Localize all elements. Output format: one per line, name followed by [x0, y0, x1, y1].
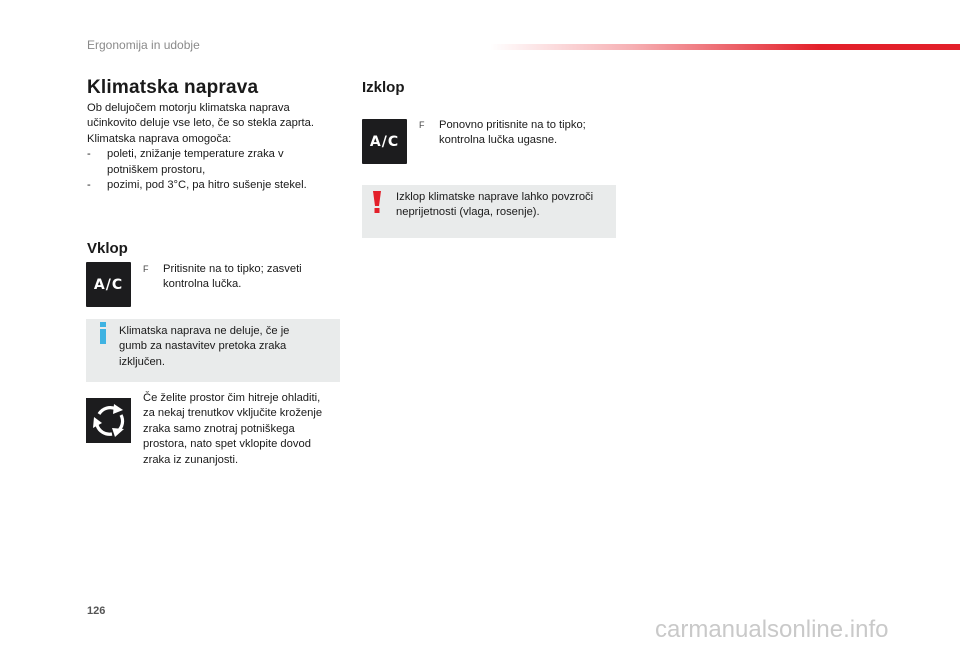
list-dash: - — [87, 179, 91, 192]
info-note-box — [86, 319, 340, 382]
list-item-text: poleti, znižanje temperature zraka v — [107, 148, 284, 161]
bullet-icon: F — [419, 120, 425, 130]
bullet-icon: F — [143, 264, 149, 274]
instruction-line: kontrolna lučka ugasne. — [439, 134, 558, 147]
watermark: carmanualsonline.info — [655, 616, 889, 643]
header-accent-bar — [490, 44, 960, 50]
vklop-instruction — [143, 262, 343, 293]
warning-note-text — [396, 190, 611, 221]
warning-note-box — [362, 185, 616, 238]
recirculation-line: za nekaj trenutkov vključite kroženje — [143, 407, 323, 420]
air-recirculation-icon — [90, 402, 128, 440]
info-icon — [97, 321, 109, 352]
info-line: Klimatska naprava ne deluje, če je — [119, 325, 290, 337]
warning-line: neprijetnosti (vlaga, rosenje). — [396, 206, 540, 219]
recirculation-paragraph — [143, 391, 343, 468]
ac-button-image: A/C — [86, 262, 131, 307]
list-item — [87, 178, 347, 193]
list-dash: - — [87, 148, 91, 161]
intro-paragraph — [87, 101, 347, 193]
intro-line: Ob delujočem motorju klimatska naprava — [87, 102, 290, 114]
page-number: 126 — [87, 605, 106, 617]
recirculation-line: Če želite prostor čim hitreje ohladiti, — [143, 392, 321, 404]
info-line: gumb za nastavitev pretoka zraka — [119, 340, 287, 353]
recirculation-line: zraka iz zunanjosti. — [143, 453, 239, 466]
ac-button-image: A/C — [362, 119, 407, 164]
instruction-line: Ponovno pritisnite na to tipko; — [439, 119, 586, 131]
page-title: Klimatska naprava — [87, 77, 259, 98]
info-note-text — [119, 324, 334, 370]
instruction-line: Pritisnite na to tipko; zasveti — [163, 263, 302, 275]
air-recirculation-button-image — [86, 398, 131, 443]
warning-line: Izklop klimatske naprave lahko povzroči — [396, 191, 594, 203]
list-item-text: potniškem prostoru, — [107, 163, 206, 176]
instruction-line: kontrolna lučka. — [163, 278, 242, 291]
section-header-title: Ergonomija in udobje — [87, 38, 200, 52]
recirculation-line: prostora, nato spet vklopite dovod — [143, 438, 311, 451]
intro-line: Klimatska naprava omogoča: — [87, 132, 232, 145]
intro-line: učinkovito deluje vse leto, če so stekla zaprta. — [87, 117, 314, 130]
list-item-text: pozimi, pod 3°C, pa hitro sušenje stekel. — [107, 179, 307, 192]
izklop-heading: Izklop — [362, 79, 405, 96]
info-line: izključen. — [119, 355, 166, 368]
warning-icon — [372, 190, 382, 219]
list-item — [87, 147, 347, 178]
vklop-heading: Vklop — [87, 240, 128, 257]
izklop-instruction — [419, 118, 619, 149]
recirculation-line: zraka samo znotraj potniškega — [143, 422, 295, 435]
